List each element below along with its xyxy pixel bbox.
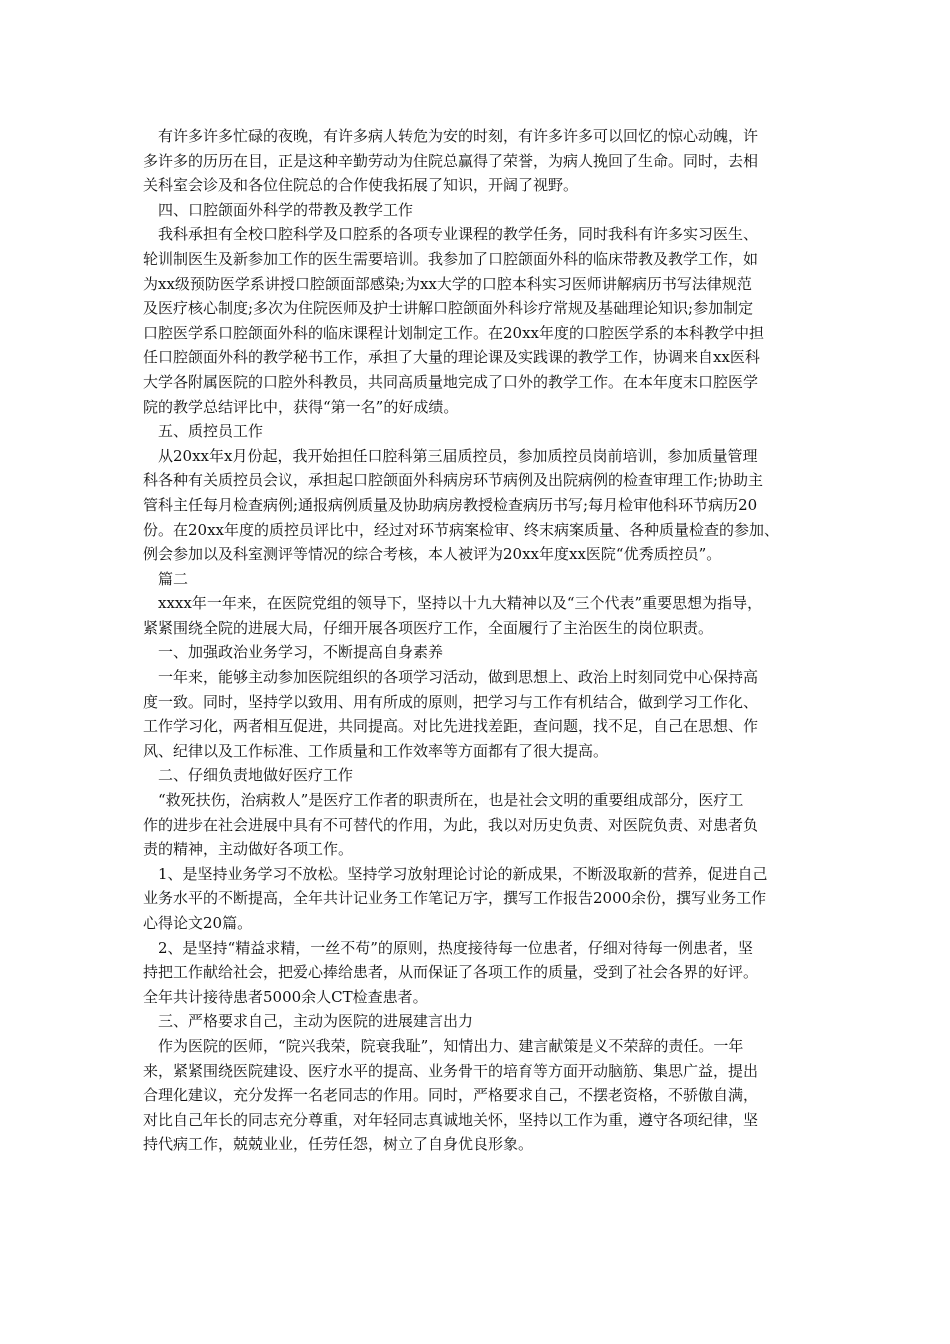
text-line: 度一致。同时，坚持学以致用、用有所成的原则，把学习与工作有机结合，做到学习工作化、 xyxy=(143,692,759,711)
text-line: 作为医院的医师，“院兴我荣，院衰我耻”，知情出力、建言献策是义不荣辞的责任。一年 xyxy=(143,1036,744,1055)
text-line: 持代病工作，兢兢业业，任劳任怨，树立了自身优良形象。 xyxy=(143,1135,534,1154)
text-line: 为xx级预防医学系讲授口腔颌面部感染;为xx大学的口腔本科实习医师讲解病历书写法律规范 xyxy=(143,274,752,293)
text-line: 责的精神，主动做好各项工作。 xyxy=(143,840,354,859)
text-line: 关科室会诊及和各位住院总的合作使我拓展了知识，开阔了视野。 xyxy=(143,176,579,195)
text-line: 我科承担有全校口腔科学及口腔系的各项专业课程的教学任务，同时我科有许多实习医生、 xyxy=(143,225,759,244)
text-line: 风、纪律以及工作标准、工作质量和工作效率等方面都有了很大提高。 xyxy=(143,741,609,760)
text-line: 心得论文20篇。 xyxy=(143,914,253,932)
text-line: 2、是坚持“精益求精，一丝不苟”的原则，热度接待每一位患者，仔细对待每一例患者，坚 xyxy=(143,938,753,957)
text-line: 管科主任每月检查病例;通报病例质量及协助病房教授检查病历书写;每月检审他科环节病历20 xyxy=(143,495,758,514)
text-line: 口腔医学系口腔颌面外科的临床课程计划制定工作。在20xx年度的口腔医学系的本科教学中担 xyxy=(143,323,765,342)
text-line: 及医疗核心制度;多次为住院医师及护士讲解口腔颌面外科诊疗常规及基础理论知识;参加制定 xyxy=(143,299,754,318)
text-line: 份。在20xx年度的质控员评比中，经过对环节病案检审、终末病案质量、各种质量检查的参加、 xyxy=(143,520,780,539)
text-line: xxxx年一年来，在医院党组的领导下，坚持以十九大精神以及“三个代表”重要思想为指导， xyxy=(143,594,763,613)
text-line: 院的教学总结评比中，获得“第一名”的好成绩。 xyxy=(143,397,459,416)
text-line: 例会参加以及科室测评等情况的综合考核，本人被评为20xx年度xx医院“优秀质控员”。 xyxy=(143,545,722,564)
text-line: 五、质控员工作 xyxy=(143,422,264,441)
text-line: 来，紧紧围绕医院建设、医疗水平的提高、业务骨干的培育等方面开动脑筋、集思广益，提出 xyxy=(143,1061,759,1080)
text-line: 作的进步在社会进展中具有不可替代的作用，为此，我以对历史负责、对医院负责、对患者负 xyxy=(143,815,759,834)
text-line: 全年共计接待患者5000余人CT检查患者。 xyxy=(143,987,428,1006)
text-line: 从20xx年x月份起，我开始担任口腔科第三届质控员，参加质控员岗前培训，参加质量管理 xyxy=(143,446,758,465)
text-line: 篇二 xyxy=(143,569,189,588)
text-line: 三、严格要求自己，主动为医院的进展建言出力 xyxy=(143,1012,474,1031)
text-line: 轮训制医生及新参加工作的医生需要培训。我参加了口腔颌面外科的临床带教及教学工作，如 xyxy=(143,249,759,268)
text-line: 紧紧围绕全院的进展大局，仔细开展各项医疗工作，全面履行了主治医生的岗位职责。 xyxy=(143,618,714,637)
text-line: 合理化建议，充分发挥一名老同志的作用。同时，严格要求自己，不摆老资格，不骄傲自满， xyxy=(143,1086,759,1105)
text-line: 大学各附属医院的口腔外科教员，共同高质量地完成了口外的教学工作。在本年度末口腔医学 xyxy=(143,372,759,391)
text-line: 有许多许多忙碌的夜晚，有许多病人转危为安的时刻，有许多许多可以回忆的惊心动魄，许 xyxy=(143,127,759,145)
document-body xyxy=(143,124,815,1157)
text-line: 一年来，能够主动参加医院组织的各项学习活动，做到思想上、政治上时刻同党中心保持高 xyxy=(143,668,759,687)
text-line: 对比自己年长的同志充分尊重，对年轻同志真诚地关怀，坚持以工作为重，遵守各项纪律，坚 xyxy=(143,1110,759,1129)
text-line: 工作学习化，两者相互促进，共同提高。对比先进找差距，查问题，找不足，自己在思想、作 xyxy=(143,717,759,736)
text-line: 一、加强政治业务学习，不断提高自身素养 xyxy=(143,643,444,662)
text-line: 持把工作献给社会，把爱心捧给患者，从而保证了各项工作的质量，受到了社会各界的好评。 xyxy=(143,963,759,982)
text-line: 四、口腔颌面外科学的带教及教学工作 xyxy=(143,200,414,219)
text-line: 1、是坚持业务学习不放松。坚持学习放射理论讨论的新成果，不断汲取新的营养，促进自己 xyxy=(143,864,768,883)
text-line: 二、仔细负责地做好医疗工作 xyxy=(143,766,354,785)
text-line: “救死扶伤，治病救人”是医疗工作者的职责所在，也是社会文明的重要组成部分，医疗工 xyxy=(143,791,744,810)
text-line: 科各种有关质控员会议，承担起口腔颌面外科病房环节病例及出院病例的检查审理工作;协助主 xyxy=(143,471,764,490)
text-line: 多许多的历历在目，正是这种辛勤劳动为住院总赢得了荣誉，为病人挽回了生命。同时，去相 xyxy=(143,151,759,170)
text-line: 业务水平的不断提高，全年共计记业务工作笔记万字，撰写工作报告2000余份，撰写业务工作 xyxy=(143,889,767,908)
text-line: 任口腔颌面外科的教学秘书工作，承担了大量的理论课及实践课的教学工作，协调来自xx医科 xyxy=(143,348,760,367)
